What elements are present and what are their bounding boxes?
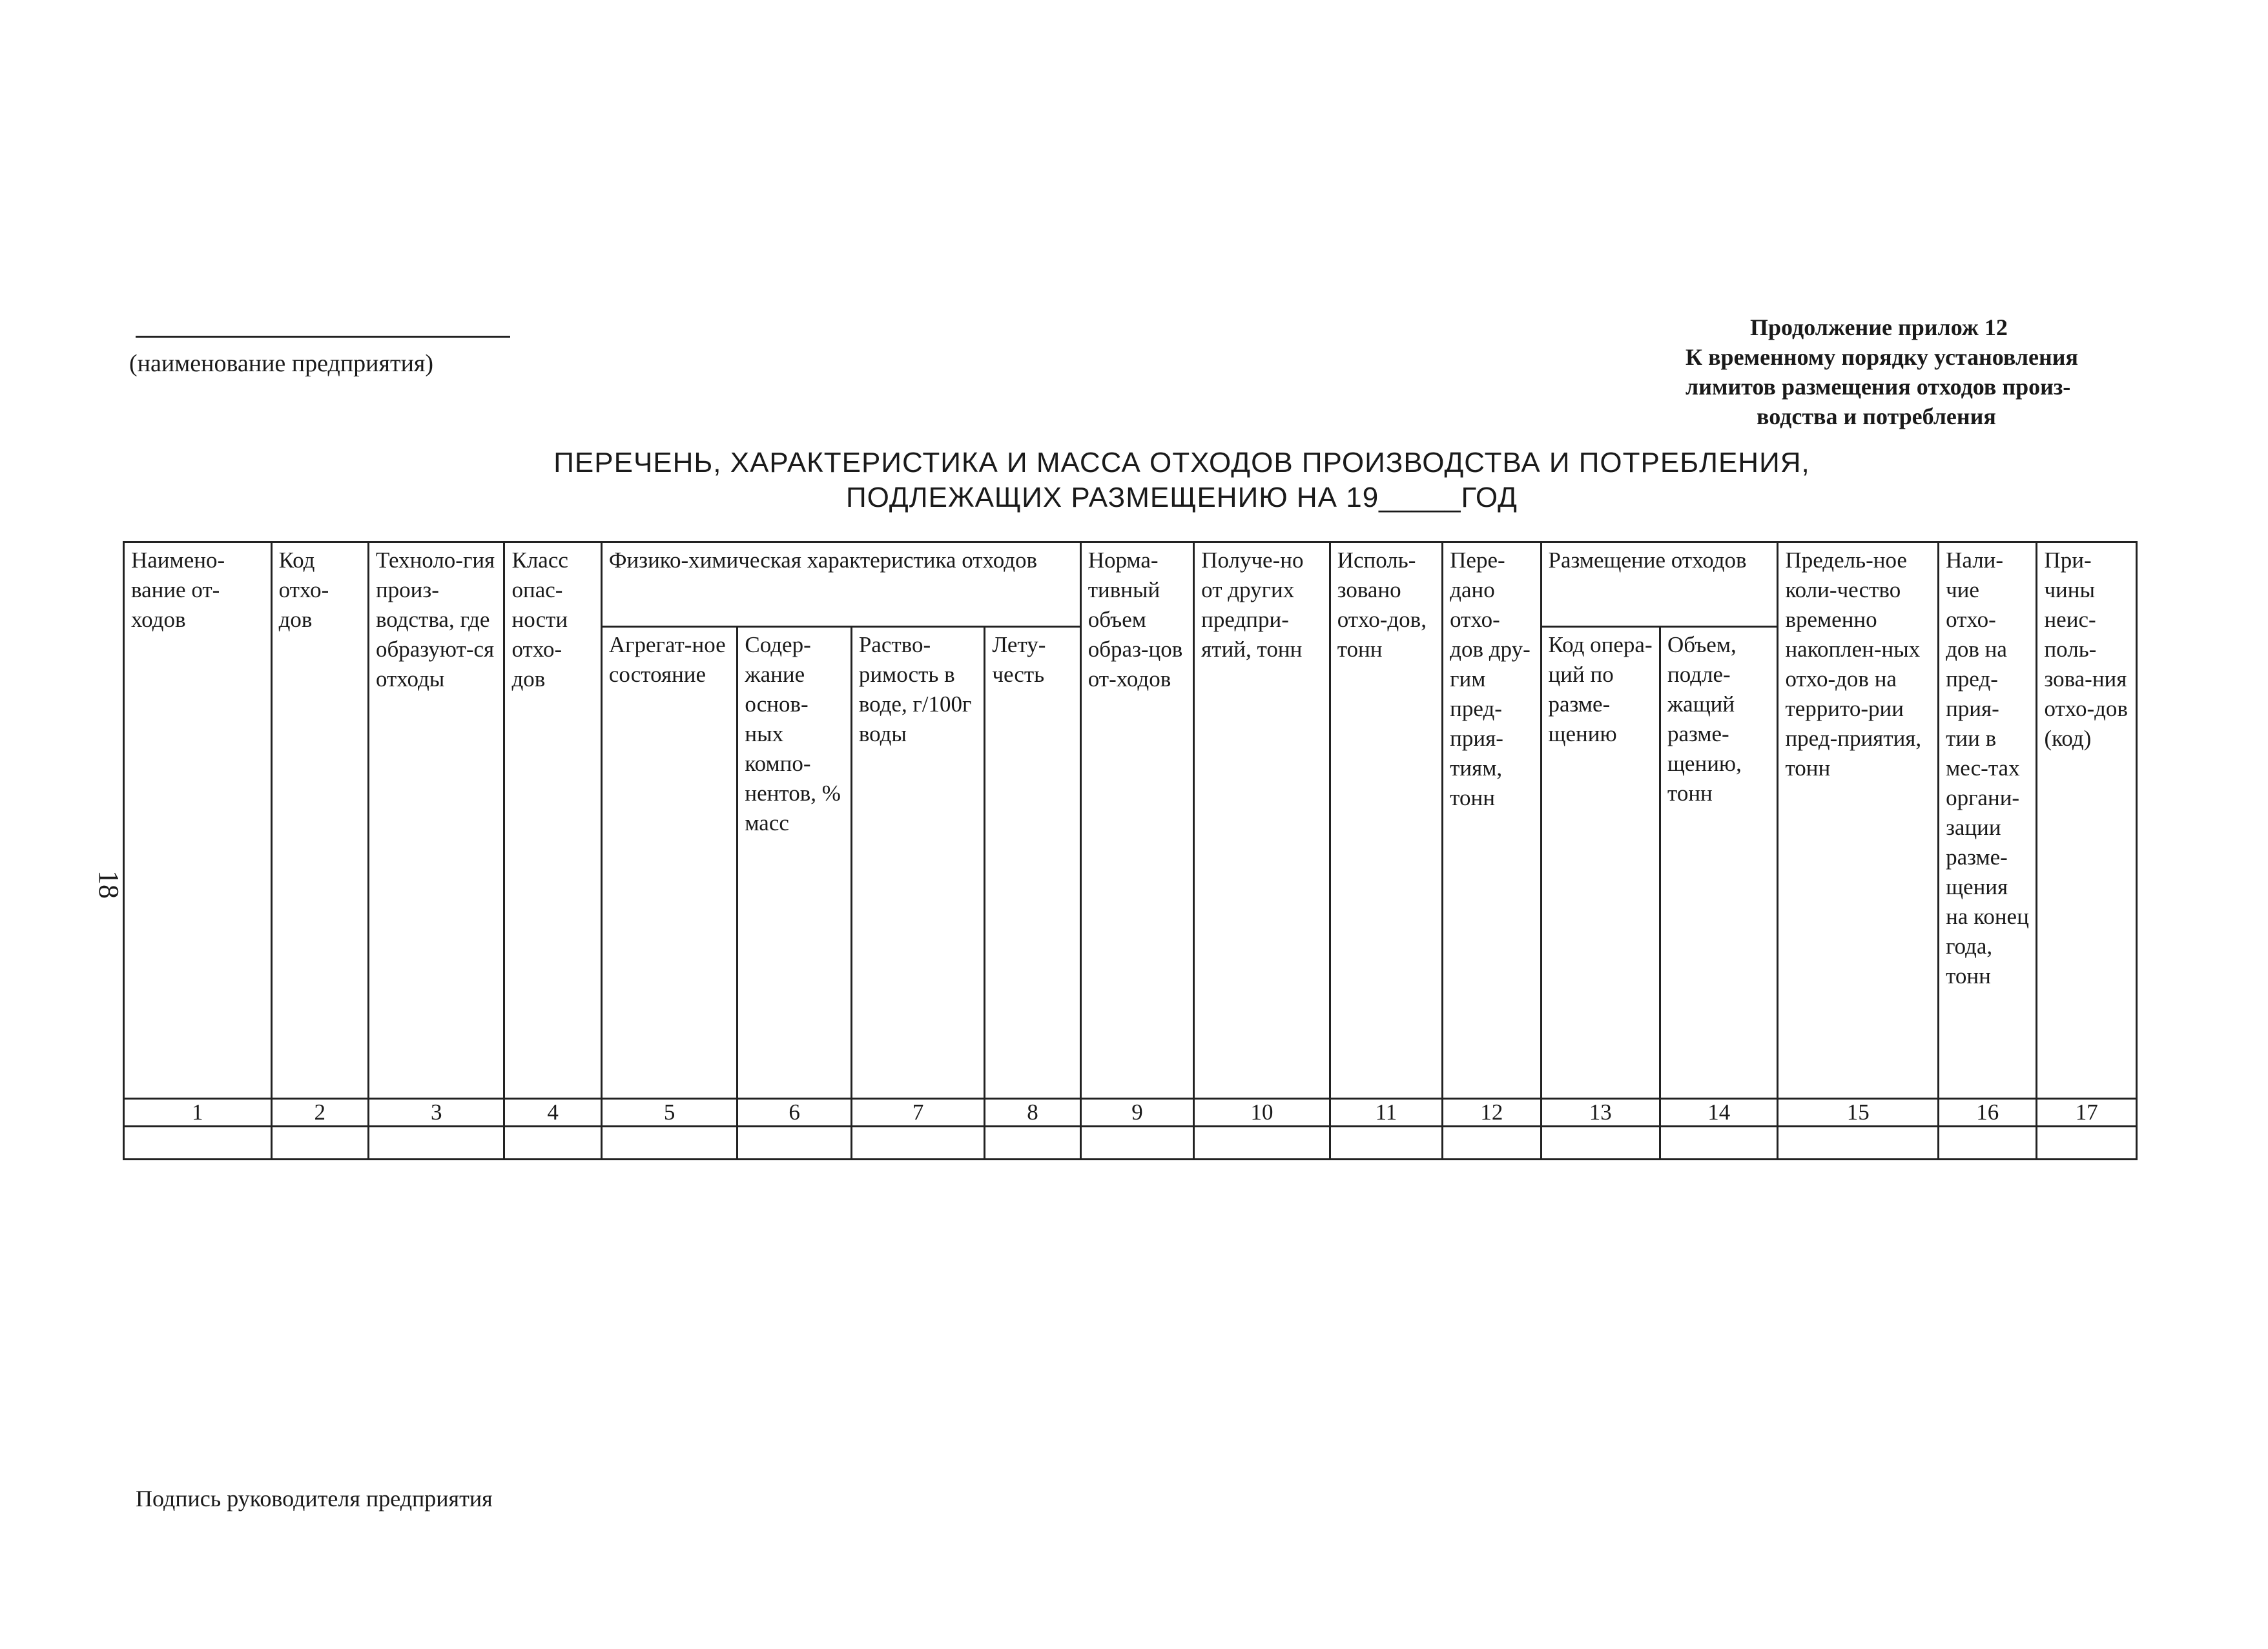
document-title <box>387 446 1976 515</box>
page-number: 18 <box>93 870 125 899</box>
table-cell <box>985 1127 1080 1160</box>
table-cell <box>1080 1127 1193 1160</box>
header-hazard-class: Класс опас-ности отхо-дов <box>504 542 601 1099</box>
table-cell <box>1194 1127 1330 1160</box>
column-number: 10 <box>1194 1099 1330 1127</box>
company-name-line <box>136 336 510 338</box>
column-number: 15 <box>1778 1099 1939 1127</box>
table-cell <box>1939 1127 2037 1160</box>
table-cell <box>1330 1127 1442 1160</box>
signature-caption: Подпись руководителя предприятия <box>136 1486 493 1511</box>
header-transferred: Пере-дано отхо-дов дру-гим пред-прия-тиям, тонн <box>1443 542 1541 1099</box>
column-number: 9 <box>1080 1099 1193 1127</box>
column-number: 2 <box>271 1099 368 1127</box>
document-title-line-2: ПОДЛЕЖАЩИХ РАЗМЕЩЕНИЮ НА 19_____ГОД <box>846 482 1518 513</box>
header-volatility: Лету-честь <box>985 627 1080 1099</box>
header-normative-volume: Норма-тивный объем образ-цов от-ходов <box>1080 542 1193 1099</box>
column-number: 14 <box>1660 1099 1777 1127</box>
header-waste-availability: Нали-чие отхо-дов на пред-прия-тии в мес-тах органи-зации разме-щения на конец года, тонн <box>1939 542 2037 1099</box>
appendix-note <box>1666 312 2170 431</box>
column-number: 7 <box>851 1099 985 1127</box>
table-row <box>124 1127 2137 1160</box>
table-cell <box>368 1127 504 1160</box>
header-solubility: Раство-римость в воде, г/100г воды <box>851 627 985 1099</box>
column-number: 16 <box>1939 1099 2037 1127</box>
header-aggregate-state: Агрегат-ное состояние <box>601 627 737 1099</box>
header-received: Получе-но от других предпри-ятий, тонн <box>1194 542 1330 1099</box>
table-cell <box>271 1127 368 1160</box>
column-number: 13 <box>1541 1099 1660 1127</box>
table-cell <box>2037 1127 2137 1160</box>
appendix-note-line-4: водства и потребления <box>1757 404 1996 429</box>
column-number: 8 <box>985 1099 1080 1127</box>
header-used: Исполь-зовано отхо-дов, тонн <box>1330 542 1442 1099</box>
header-main-components: Содер-жание основ-ных компо-нентов, % масс <box>737 627 851 1099</box>
header-non-use-reasons: При-чины неис-поль-зова-ния отхо-дов (код) <box>2037 542 2137 1099</box>
document-title-line-1: ПЕРЕЧЕНЬ, ХАРАКТЕРИСТИКА И МАССА ОТХОДОВ ПРОИЗВОДСТВА И ПОТРЕБЛЕНИЯ, <box>553 447 1810 478</box>
column-number: 3 <box>368 1099 504 1127</box>
table-cell <box>1541 1127 1660 1160</box>
column-number: 1 <box>124 1099 272 1127</box>
waste-table <box>123 541 2138 1160</box>
table-cell <box>737 1127 851 1160</box>
table-cell <box>1778 1127 1939 1160</box>
table-cell <box>851 1127 985 1160</box>
table-cell <box>124 1127 272 1160</box>
company-name-caption: (наименование предприятия) <box>129 350 434 377</box>
column-number: 6 <box>737 1099 851 1127</box>
table-cell <box>504 1127 601 1160</box>
column-number: 11 <box>1330 1099 1442 1127</box>
header-operation-code: Код опера-ций по разме-щению <box>1541 627 1660 1099</box>
appendix-note-line-1: Продолжение прилож 12 <box>1750 314 2008 340</box>
column-number-row <box>124 1099 2137 1127</box>
header-production-technology: Техноло-гия произ-водства, где образуют-ся отходы <box>368 542 504 1099</box>
table-cell <box>1660 1127 1777 1160</box>
table-cell <box>601 1127 737 1160</box>
table-cell <box>1443 1127 1541 1160</box>
header-placement-group: Размещение отходов <box>1541 542 1778 627</box>
appendix-note-line-2: К временному порядку установления <box>1686 344 2078 370</box>
column-number: 17 <box>2037 1099 2137 1127</box>
appendix-note-line-3: лимитов размещения отходов произ- <box>1686 374 2071 400</box>
company-name-block <box>129 336 517 378</box>
header-placement-volume: Объем, подле-жащий разме-щению, тонн <box>1660 627 1777 1099</box>
column-number: 4 <box>504 1099 601 1127</box>
header-waste-name: Наимено-вание от-ходов <box>124 542 272 1099</box>
table-header-row <box>124 542 2137 627</box>
header-waste-code: Код отхо-дов <box>271 542 368 1099</box>
header-limit-quantity: Предель-ное коли-чество временно накоплен-ных отхо-дов на террито-рии пред-приятия, тонн <box>1778 542 1939 1099</box>
column-number: 5 <box>601 1099 737 1127</box>
header-physchem-group: Физико-химическая характеристика отходов <box>601 542 1080 627</box>
column-number: 12 <box>1443 1099 1541 1127</box>
